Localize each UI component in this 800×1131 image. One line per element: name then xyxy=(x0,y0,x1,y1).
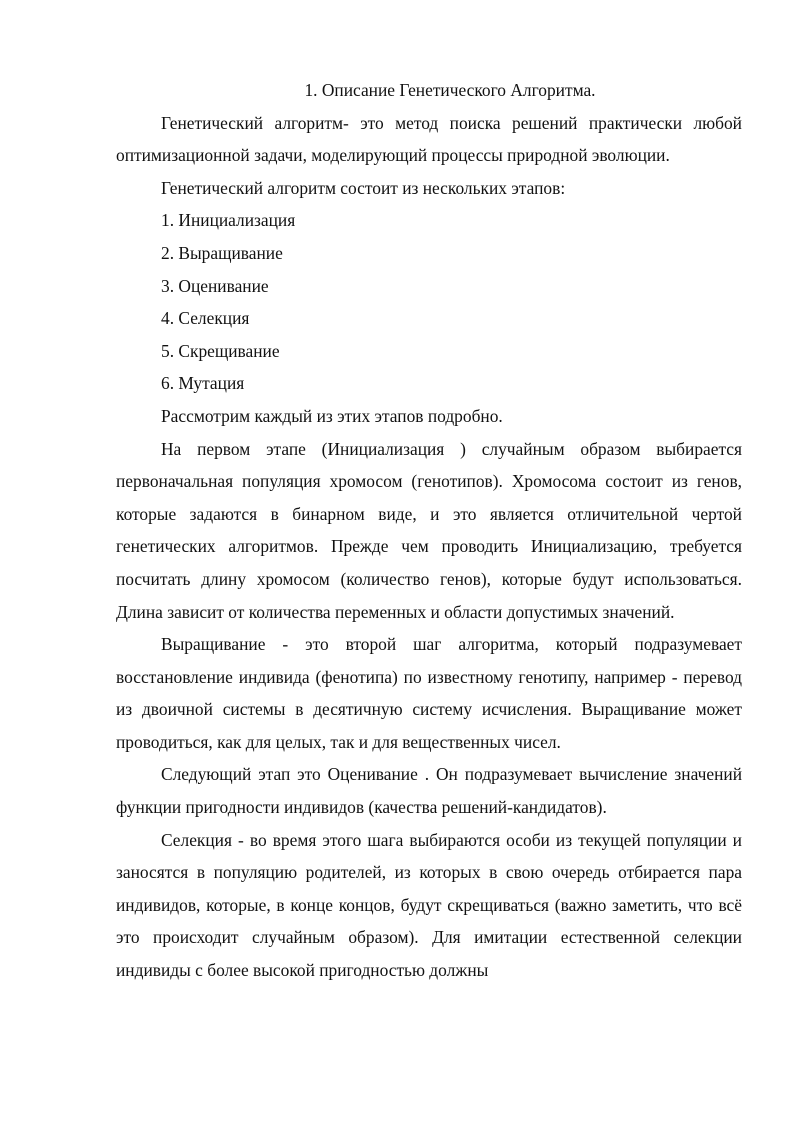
review-paragraph: Рассмотрим каждый из этих этапов подробно. xyxy=(161,405,503,426)
list-item-2: 2. Выращивание xyxy=(161,242,283,263)
list-item-3: 3. Оценивание xyxy=(161,275,269,296)
selection-paragraph: Селекция - во время этого шага выбираются особи из текущей популяции и заносятся в популяцию родителей, из которых в свою очередь отбирается пара индивидов, которые, в конце концов, будут скрещиваться (важно заметить, что всё это происходит случайным образом). Для имитации естественной селекции индивиды с более высокой пригодностью должны xyxy=(116,829,742,981)
list-item-6: 6. Мутация xyxy=(161,373,245,394)
list-item-4: 4. Селекция xyxy=(161,308,250,329)
evaluation-paragraph: Следующий этап это Оценивание . Он подразумевает вычисление значений функции пригодности индивидов (качества решений-кандидатов). xyxy=(116,764,742,818)
section-heading: 1. Описание Генетического Алгоритма. xyxy=(304,80,596,100)
growth-paragraph: Выращивание - это второй шаг алгоритма, который подразумевает восстановление индивида (фенотипа) по известному генотипу, например - перевод из двоичной системы в десятичную систему исчисления. Выращивание может проводиться, как для целых, так и для вещественных чисел. xyxy=(116,634,742,752)
document-page xyxy=(116,74,742,987)
intro-paragraph: Генетический алгоритм- это метод поиска решений практически любой оптимизационной задачи, моделирующий процессы природной эволюции. xyxy=(116,112,742,166)
list-item-5: 5. Скрещивание xyxy=(161,340,280,361)
initialization-paragraph: На первом этапе (Инициализация ) случайным образом выбирается первоначальная популяция хромосом (генотипов). Хромосома состоит из генов, которые задаются в бинарном виде, и это является отличительной чертой генетических алгоритмов. Прежде чем проводить Инициализацию, требуется посчитать длину хромосом (количество генов), которые будут использоваться. Длина зависит от количества переменных и области допустимых значений. xyxy=(116,438,742,622)
stages-intro-paragraph: Генетический алгоритм состоит из нескольких этапов: xyxy=(161,177,566,198)
list-item-1: 1. Инициализация xyxy=(161,210,296,231)
